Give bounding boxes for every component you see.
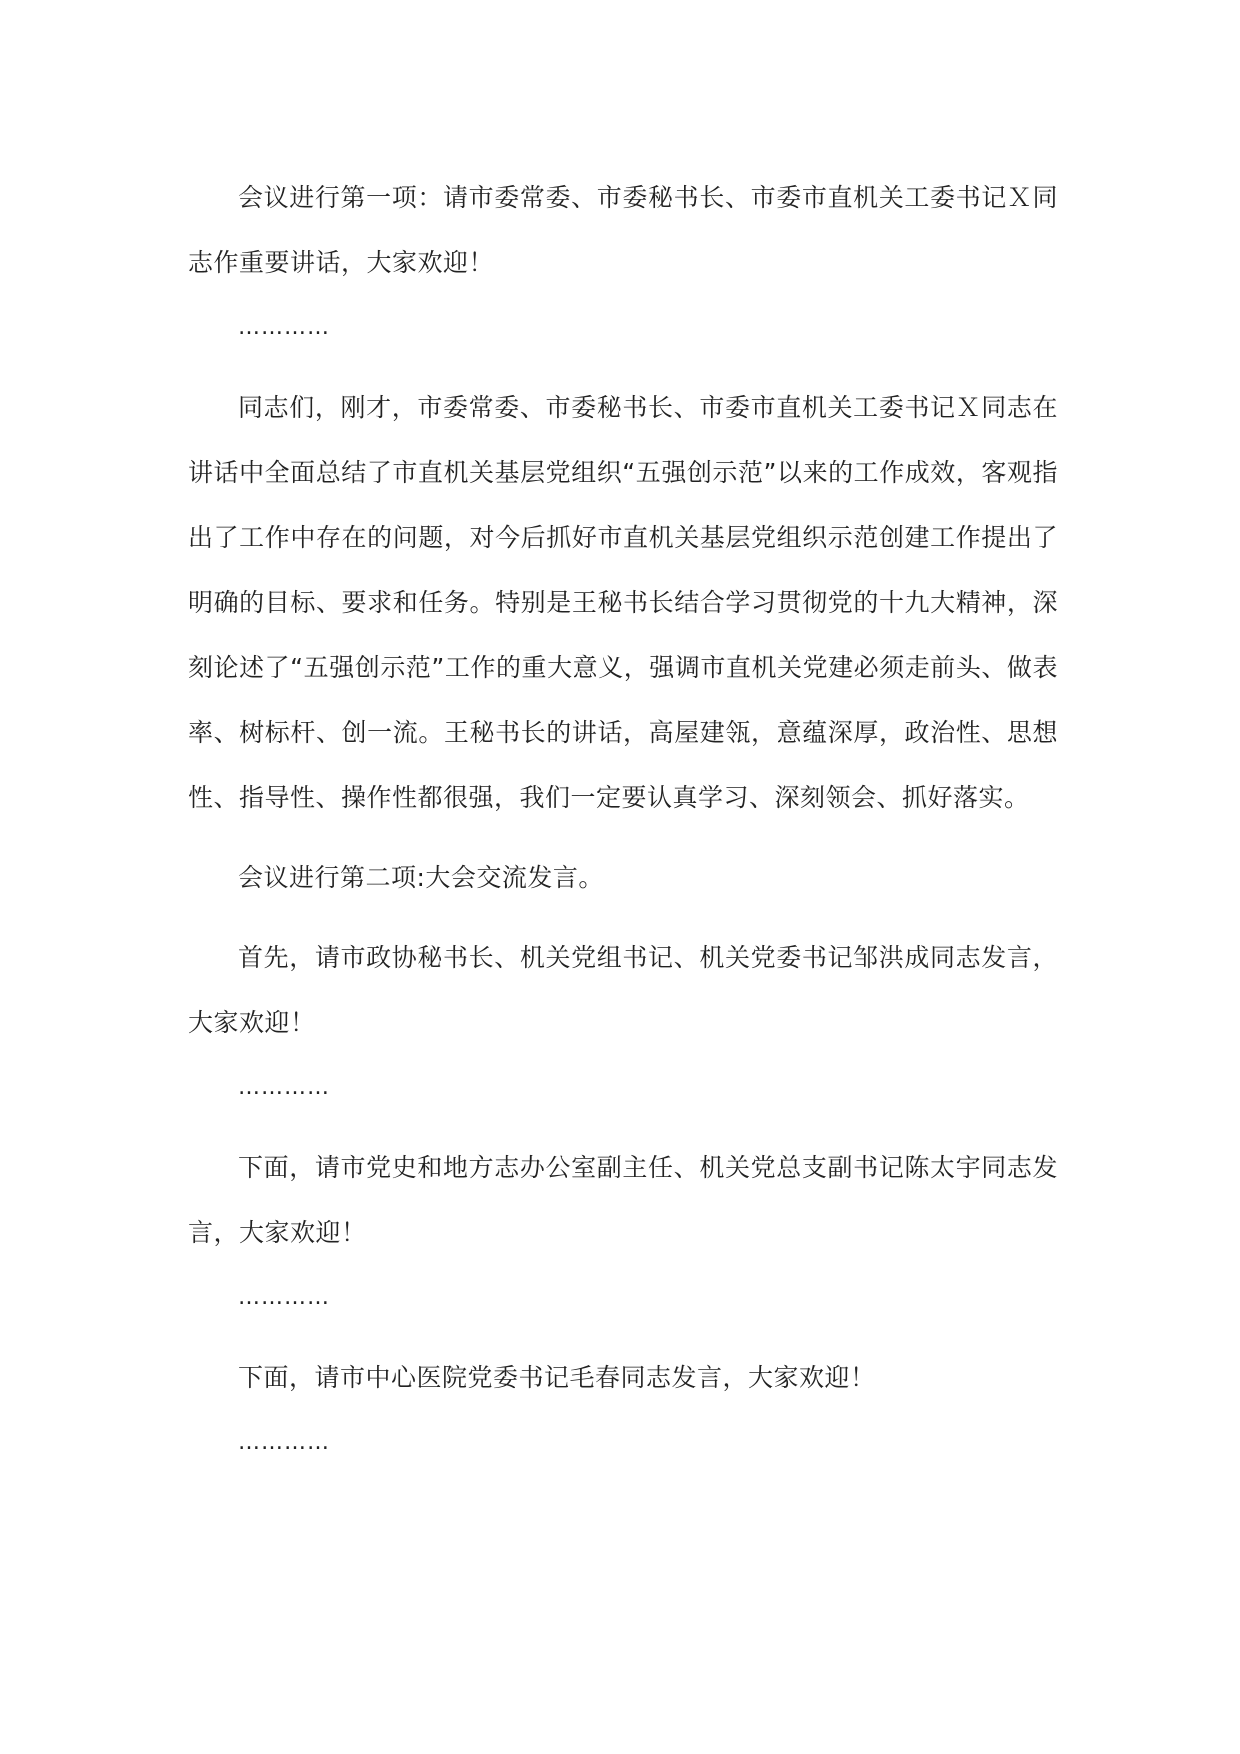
ellipsis-4: ………… — [238, 1430, 330, 1455]
ellipsis-2: ………… — [238, 1075, 330, 1100]
paragraph-speaker-2: 下面，请市党史和地方志办公室副主任、机关党总支副书记陈太宇同志发言，大家欢迎！ — [188, 1153, 1058, 1247]
paragraph-summary: 同志们，刚才，市委常委、市委秘书长、市委市直机关工委书记Ｘ同志在讲话中全面总结了市直机关基层党组织“五强创示范”以来的工作成效，客观指出了工作中存在的问题，对今后抓好市直机关基层党组织示范创建工作提出了明确的目标、要求和任务。特别是王秘书长结合学习贯彻党的十九大精神，深刻论述了“五强创示范”工作的重大意义，强调市直机关党建必须走前头、做表率、树标杆、创一流。王秘书长的讲话，高屋建瓴，意蕴深厚，政治性、思想性、指导性、操作性都很强，我们一定要认真学习、深刻领会、抓好落实。 — [188, 393, 1058, 812]
ellipsis-3: ………… — [238, 1285, 330, 1310]
document-body — [188, 165, 1058, 1475]
paragraph-item-1: 会议进行第一项：请市委常委、市委秘书长、市委市直机关工委书记Ｘ同志作重要讲话，大家欢迎！ — [188, 183, 1058, 277]
paragraph-speaker-1: 首先，请市政协秘书长、机关党组书记、机关党委书记邹洪成同志发言，大家欢迎！ — [188, 943, 1058, 1037]
paragraph-item-2: 会议进行第二项:大会交流发言。 — [238, 863, 604, 892]
paragraph-speaker-3: 下面，请市中心医院党委书记毛春同志发言，大家欢迎！ — [238, 1363, 876, 1392]
ellipsis-1: ………… — [238, 315, 330, 340]
